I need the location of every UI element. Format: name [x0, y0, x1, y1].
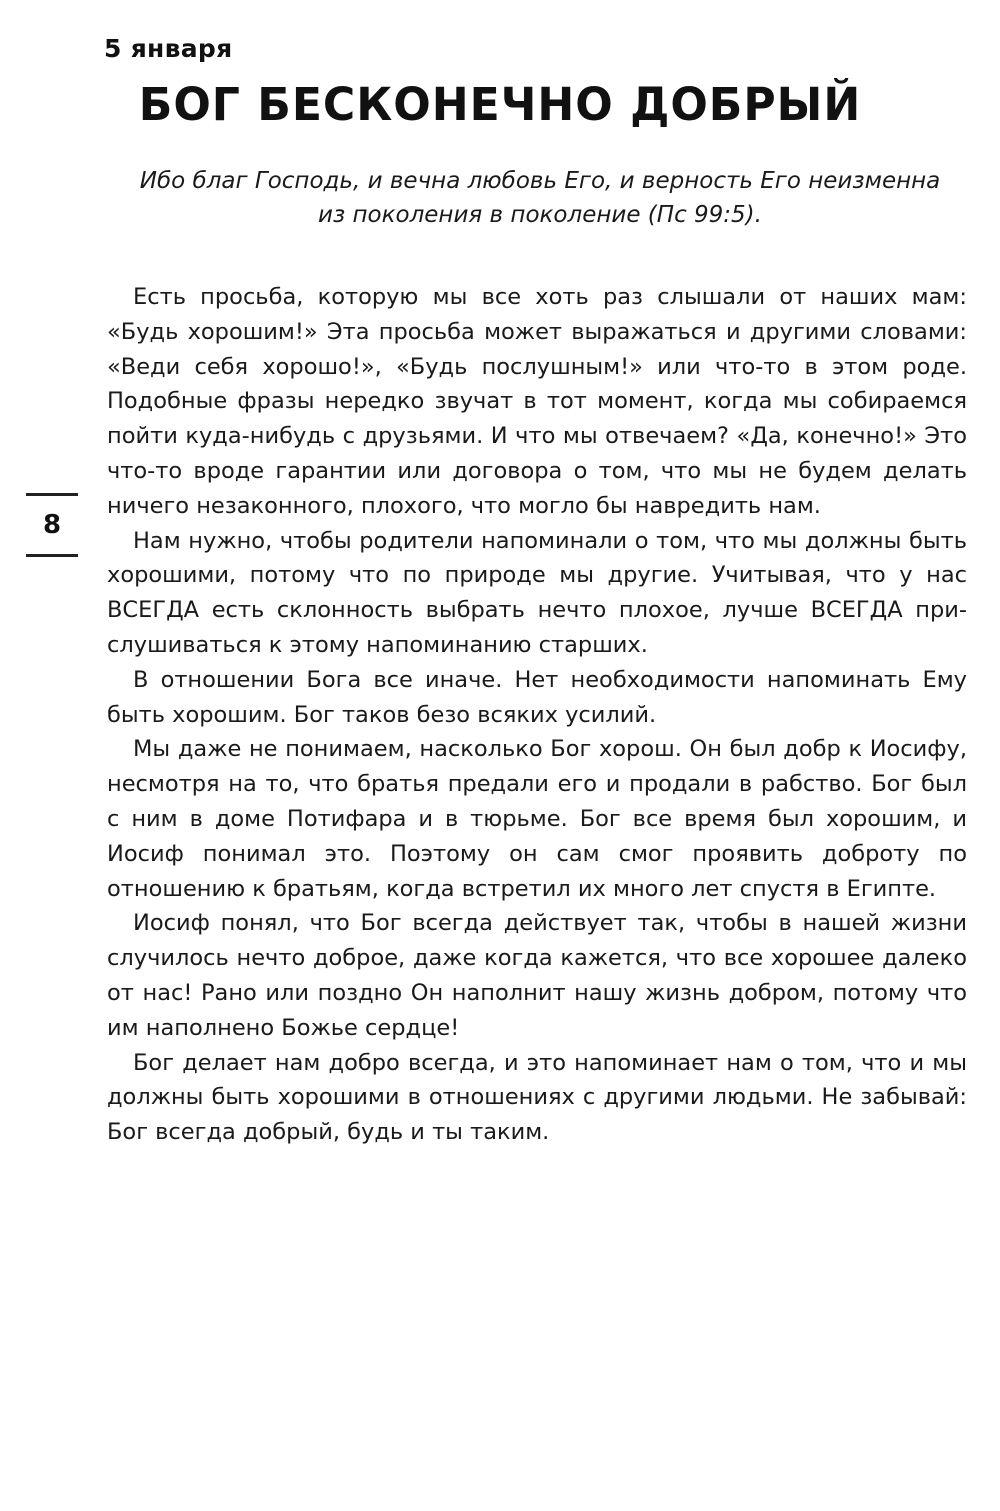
page-number-block	[26, 493, 78, 557]
paragraph: Нам нужно, чтобы родители напоминали о том, что мы должны быть хорошими, потому что по природе мы другие. Учитывая, что у нас ВСЕГДА есть склонность выбрать нечто плохое, лучше ВСЕГДА прислушиваться к этому напоминанию старших.	[107, 527, 967, 658]
paragraph: В отношении Бога все иначе. Нет необходимости напоминать Ему быть хорошим. Бог таков безо всяких усилий.	[107, 666, 967, 728]
paragraph: Иосиф понял, что Бог всегда действует так, чтобы в нашей жизни случилось нечто доброе, даже когда кажется, что все хорошее далеко от нас! Рано или поздно Он наполнит нашу жизнь добром, потому что им наполнено Божье сердце!	[107, 910, 967, 1041]
page-number-rule-top	[26, 493, 78, 496]
page-number: 8	[42, 510, 62, 540]
page-title: БОГ БЕСКОНЕЧНО ДОБРЫЙ	[138, 78, 862, 131]
body-text	[107, 280, 967, 1150]
paragraph: Есть просьба, которую мы все хоть раз слышали от наших мам: «Будь хорошим!» Эта просьба может выражаться и другими словами: «Веди себя хорошо!», «Будь послушным!» или что-то в этом роде. Подобные фразы нередко звучат в тот момент, когда мы собираемся пойти куда-нибудь с друзьями. И что мы отвечаем? «Да, конечно!» Это что-то вроде гарантии или договора о том, что мы не будем делать ничего незаконного, плохого, что могло бы навредить нам.	[107, 284, 967, 519]
epigraph	[100, 164, 980, 232]
page-date: 5 января	[104, 34, 233, 63]
epigraph-line-2: из поколения в поколение (Пс 99:5).	[318, 202, 762, 228]
paragraph: Мы даже не понимаем, насколько Бог хорош. Он был добр к Иосифу, несмотря на то, что братья предали его и продали в рабство. Бог был с ним в доме Потифара и в тюрьме. Бог все время был хорошим, и Иосиф понимал это. Поэтому он сам смог проявить доброту по отношению к братьям, когда встретил их много лет спустя в Египте.	[107, 736, 967, 902]
page-number-rule-bottom	[26, 554, 78, 557]
paragraph: Бог делает нам добро всегда, и это напоминает нам о том, что и мы должны быть хорошими в отношениях с другими людьми. Не забывай: Бог всегда добрый, будь и ты таким.	[107, 1049, 967, 1146]
epigraph-line-1: Ибо благ Господь, и вечна любовь Его, и верность Его неизменна	[139, 168, 941, 194]
